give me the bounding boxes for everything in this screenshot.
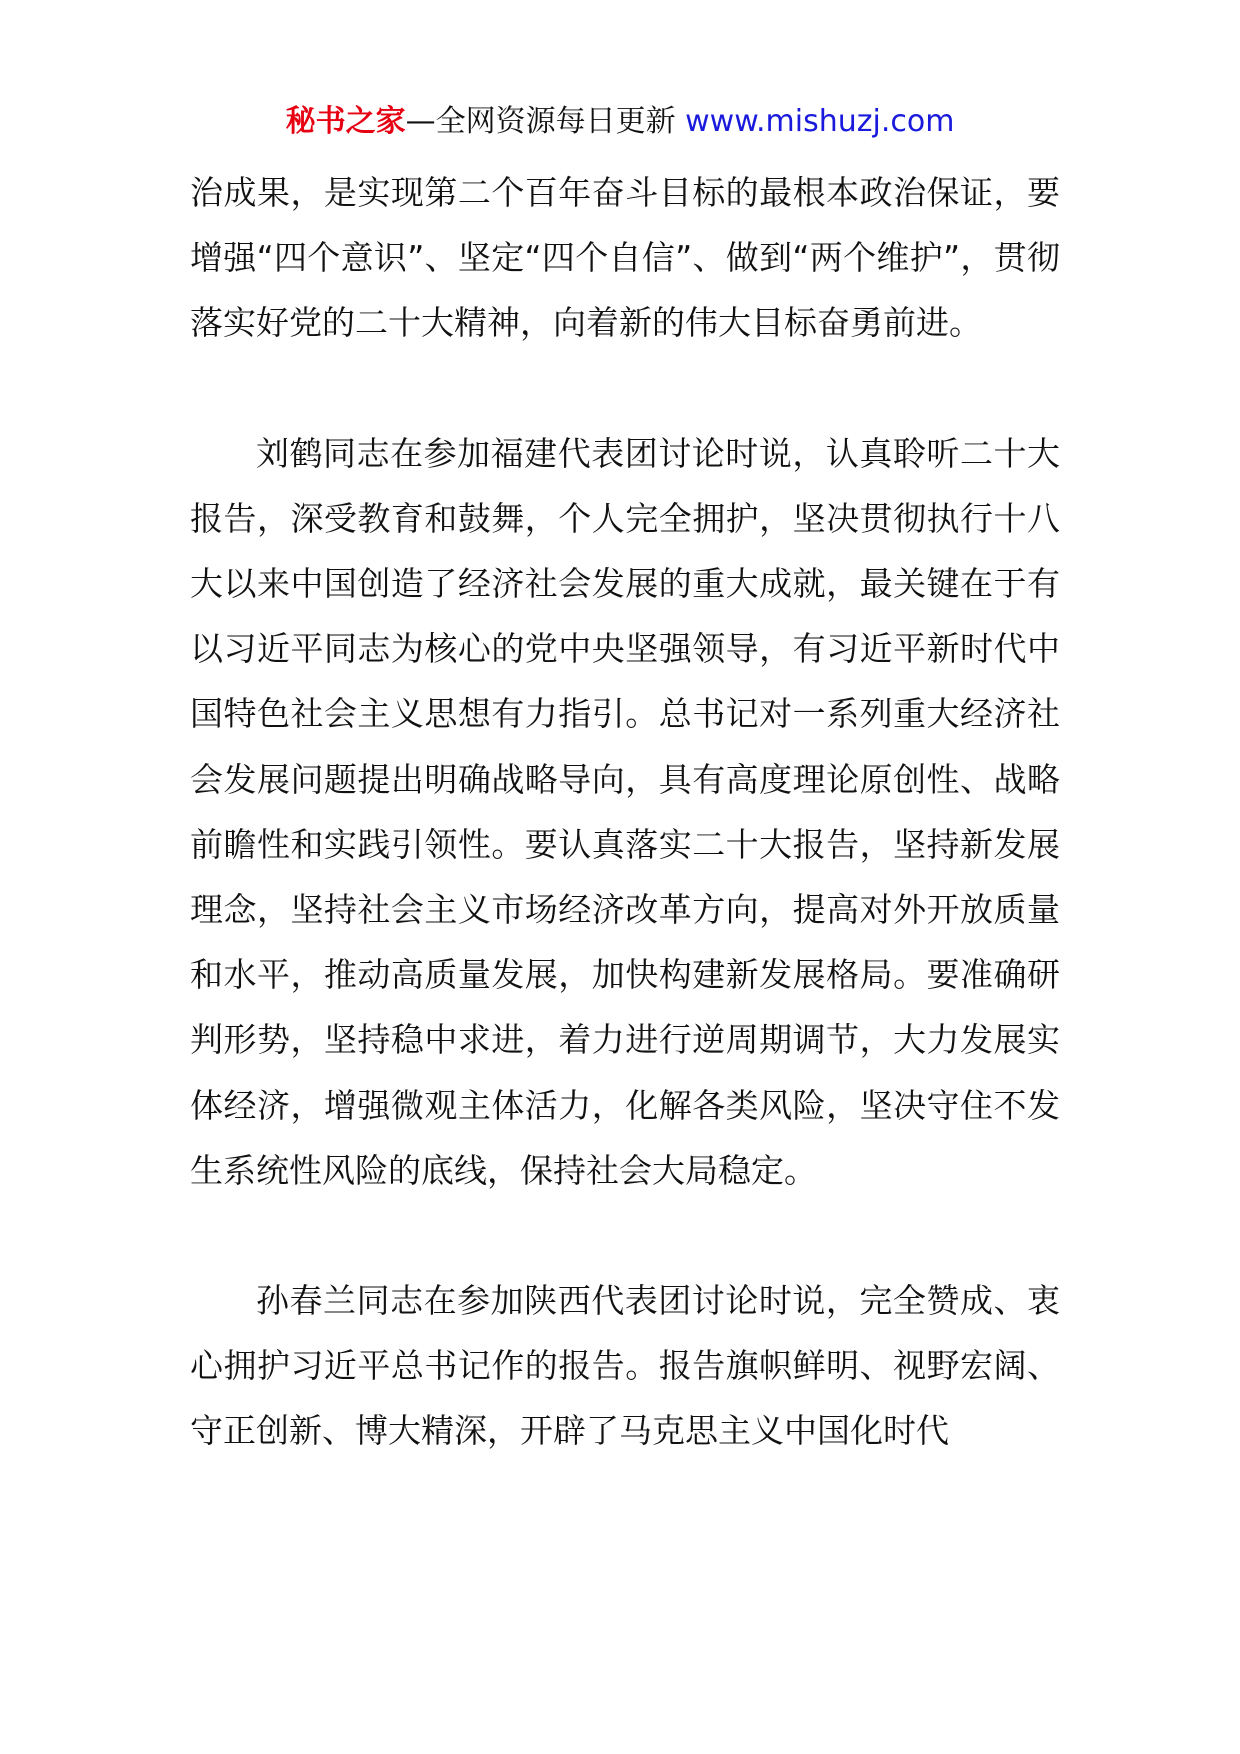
paragraph-liu-he: 刘鹤同志在参加福建代表团讨论时说，认真聆听二十大报告，深受教育和鼓舞，个人完全拥护，坚决贯彻执行十八大以来中国创造了经济社会发展的重大成就，最关键在于有以习近平同志为核心的党中央坚强领导，有习近平新时代中国特色社会主义思想有力指引。总书记对一系列重大经济社会发展问题提出明确战略导向，具有高度理论原创性、战略前瞻性和实践引领性。要认真落实二十大报告，坚持新发展理念，坚持社会主义市场经济改革方向，提高对外开放质量和水平，推动高质量发展，加快构建新发展格局。要准确研判形势，坚持稳中求进，着力进行逆周期调节，大力发展实体经济，增强微观主体活力，化解各类风险，坚决守住不发生系统性风险的底线，保持社会大局稳定。 [190, 433, 1060, 1190]
page-header [0, 100, 1240, 144]
paragraph-gap [190, 356, 1060, 421]
site-url-link[interactable]: www.mishuzj.com [685, 104, 955, 139]
paragraph-continuation: 治成果，是实现第二个百年奋斗目标的最根本政治保证，要增强“四个意识”、坚定“四个自信”、做到“两个维护”，贯彻落实好党的二十大精神，向着新的伟大目标奋勇前进。 [190, 173, 1060, 343]
paragraph-sun-chunlan: 孙春兰同志在参加陕西代表团讨论时说，完全赞成、衷心拥护习近平总书记作的报告。报告旗帜鲜明、视野宏阔、守正创新、博大精深，开辟了马克思主义中国化时代 [190, 1281, 1060, 1451]
document-body [190, 160, 1060, 1464]
site-tagline: —全网资源每日更新 [405, 104, 686, 139]
paragraph-gap [190, 1203, 1060, 1268]
site-brand: 秘书之家 [285, 104, 406, 139]
